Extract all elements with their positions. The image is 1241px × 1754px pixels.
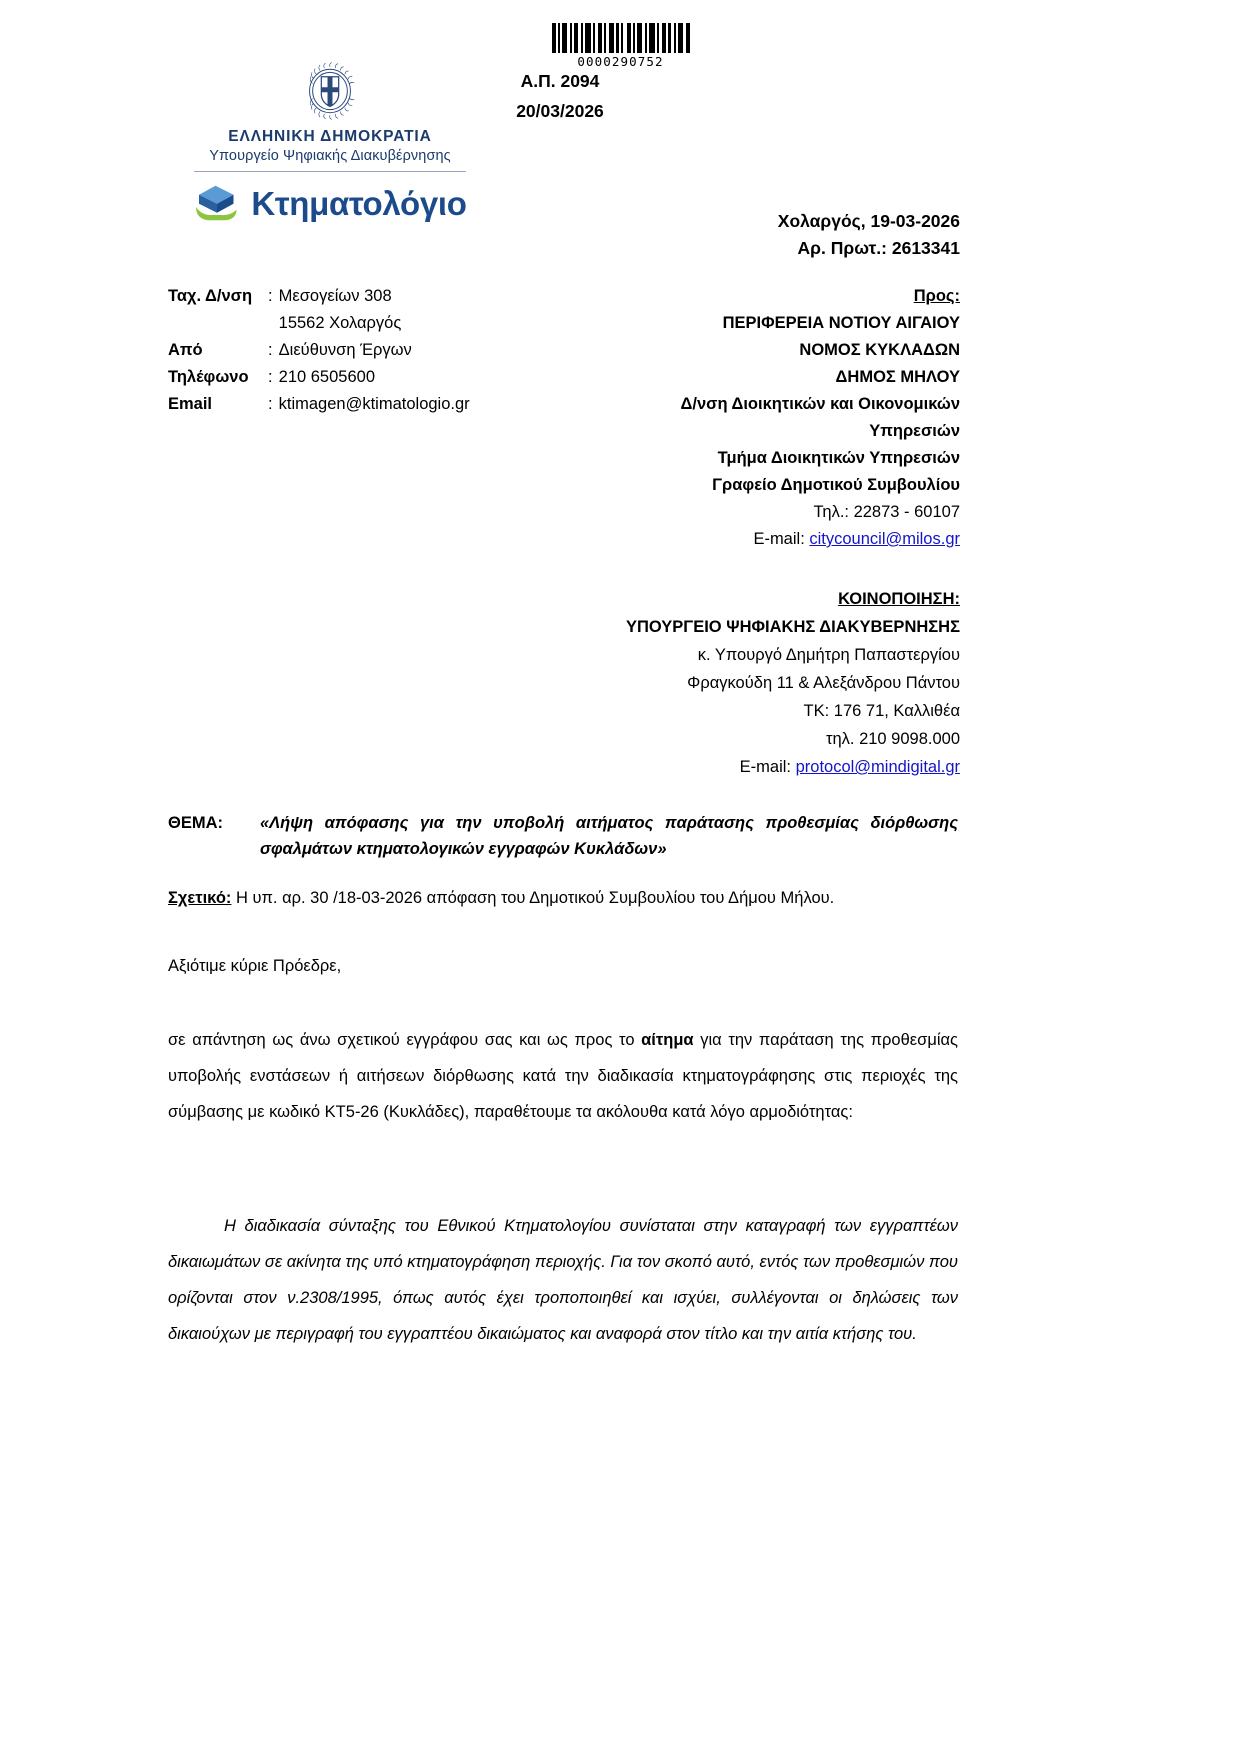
recipient-line: Δ/νση Διοικητικών και Οικονομικών [680,395,960,413]
subject-row [168,810,958,862]
cc-line: κ. Υπουργό Δημήτρη Παπαστεργίου [697,646,960,664]
body-paragraph-2: Η διαδικασία σύνταξης του Εθνικού Κτηματολογίου συνίσταται στην καταγραφή των εγγραπτέων δικαιωμάτων σε ακίνητα της υπό κτηματογράφηση περιοχής. Για τον σκοπό αυτό, εντός των προθεσμιών που ορίζονται στον ν.2308/1995, όπως αυτός έχει τροποποιηθεί και ισχύει, συλλέγονται οι δηλώσεις των δικαιούχων με περιγραφή του εγγραπτέου δικαιώματος και αναφορά στον τίτλο και την αιτία κτήσης του. [168,1217,958,1343]
sender-details [168,283,470,418]
reference-label: Σχετικό: [168,889,232,907]
cc-line: τηλ. 210 9098.000 [825,730,960,748]
protocol-number: Αρ. Πρωτ.: 2613341 [797,238,960,258]
salutation: Αξιότιμε κύριε Πρόεδρε, [168,957,342,975]
sender-row [168,310,470,337]
sender-value: 210 6505600 [278,368,375,386]
cc-email-label: E-mail: [739,758,791,776]
body-paragraph-1 [168,1022,958,1130]
cc-line: ΤΚ: 176 71, Καλλιθέα [803,702,960,720]
recipient-line: ΔΗΜΟΣ ΜΗΛΟΥ [835,368,960,386]
sender-row [168,364,470,391]
ministry-name: Υπουργείο Ψηφιακής Διακυβέρνησης [209,148,451,164]
greek-coat-of-arms-icon [299,60,361,122]
sender-row [168,337,470,364]
recipient-title: Προς: [913,287,960,305]
barcode-bars [552,23,690,53]
republic-name: ΕΛΛΗΝΙΚΗ ΔΗΜΟΚΡΑΤΙΑ [228,128,432,145]
paragraph-1-pre: σε απάντηση ως άνω σχετικού εγγράφου σας και ως προς το [168,1031,642,1049]
ktimatologio-cube-icon [193,181,241,225]
right-header [560,208,960,262]
recipient-email-link[interactable]: citycouncil@milos.gr [809,530,960,548]
cc-block [560,585,960,781]
cc-line: ΥΠΟΥΡΓΕΙΟ ΨΗΦΙΑΚΗΣ ΔΙΑΚΥΒΕΡΝΗΣΗΣ [625,618,960,636]
recipient-block [560,283,960,553]
recipient-line: Υπηρεσιών [869,422,960,440]
sender-separator: : [268,287,273,305]
reference-row [168,885,958,911]
sender-label: Email [168,395,213,413]
recipient-email-row [560,526,960,553]
sender-separator: : [268,395,273,413]
subject-text: «Λήψη απόφασης για την υποβολή αιτήματος παράτασης προθεσμίας διόρθωσης σφαλμάτων κτηματολογικών εγγραφών Κυκλάδων» [260,814,958,858]
place-and-date: Χολαργός, 19-03-2026 [777,211,960,231]
paragraph-1-emphasis: αίτημα [641,1031,694,1049]
sender-separator: : [268,341,273,359]
brand-lockup [180,181,480,225]
sender-label: Τηλέφωνο [168,368,249,386]
recipient-line: Γραφείο Δημοτικού Συμβουλίου [712,476,960,494]
sender-separator: : [268,368,273,386]
recipient-line: ΠΕΡΙΦΕΡΕΙΑ ΝΟΤΙΟΥ ΑΙΓΑΙΟΥ [722,314,960,332]
cc-title: ΚΟΙΝΟΠΟΙΗΣΗ: [838,590,960,608]
sender-value: Διεύθυνση Έργων [278,341,412,359]
sender-value: Μεσογείων 308 [278,287,392,305]
reference-text: Η υπ. αρ. 30 /18-03-2026 απόφαση του Δημοτικού Συμβουλίου του Δήμου Μήλου. [231,889,835,907]
subject-label: ΘΕΜΑ: [168,814,223,832]
letterhead [180,60,480,225]
sender-label: Από [168,341,203,359]
barcode-number: 0000290752 [577,54,664,69]
sender-email: ktimagen@ktimatologio.gr [278,395,470,413]
sender-label: Ταχ. Δ/νση [168,287,253,305]
sender-label [168,310,268,337]
paragraph-1-post: για την παράταση της προθεσμίας υποβολής ενστάσεων ή αιτήσεων διόρθωσης κατά την διαδικασία κτηματογράφησης στις περιοχές της σύμβασης με κωδικό ΚΤ5-26 (Κυκλάδες), παραθέτουμε τα ακόλουθα κατά λόγο αρμοδιότητας: [168,1031,958,1121]
sender-value: 15562 Χολαργός [278,314,402,332]
cc-email-row [560,753,960,781]
letterhead-divider [194,171,466,172]
sender-row [168,391,470,418]
recipient-email-label: E-mail: [753,530,805,548]
recipient-phone: Τηλ.: 22873 - 60107 [813,503,960,521]
brand-name: Κτηματολόγιο [251,184,467,222]
ap-number: Α.Π. 2094 [520,71,600,91]
sender-separator [268,310,279,337]
cc-email-link[interactable]: protocol@mindigital.gr [795,758,960,776]
cc-line: Φραγκούδη 11 & Αλεξάνδρου Πάντου [687,674,960,692]
ap-date: 20/03/2026 [516,101,604,121]
recipient-line: Τμήμα Διοικητικών Υπηρεσιών [717,449,960,467]
recipient-line: ΝΟΜΟΣ ΚΥΚΛΑΔΩΝ [799,341,960,359]
sender-row [168,283,470,310]
